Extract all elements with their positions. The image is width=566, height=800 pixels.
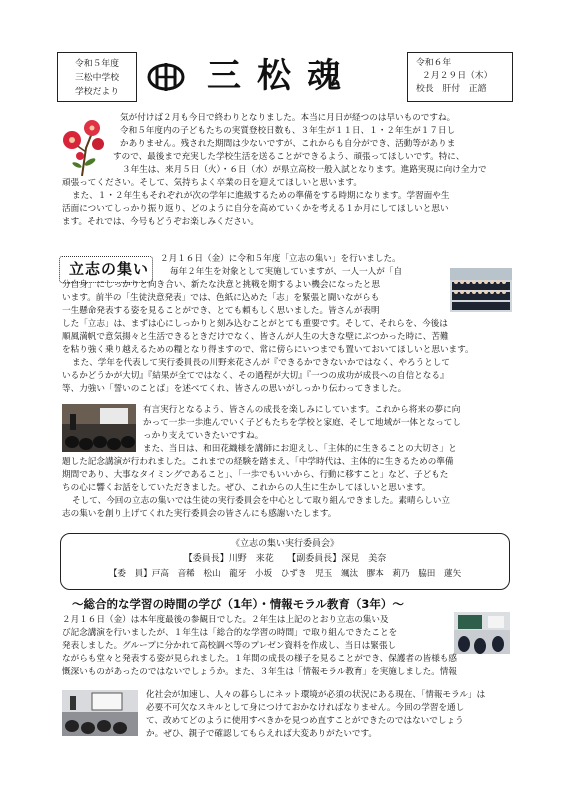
study-line: て、改めてどのように使用すべきかを見つめ直すことができたのではないでしょう <box>146 716 464 726</box>
information-lesson-photo <box>62 690 138 736</box>
intro-line: すので、最後まで充実した学校生活を送ることができるよう、頑張ってほしいです。特に、 <box>113 152 465 162</box>
rishi-line: 一生懸命発表する姿を見ることができ、とても頼もしく思いました。皆さんが表明 <box>62 306 380 316</box>
committee-members: 【委 員】戸高 音稀 松山 龍牙 小坂 ひずき 児玉 颯汰 膠本 莉乃 脇田 蓮矢 <box>108 569 462 579</box>
intro-line: 頑張ってください。そして、気持ちよく卒業の日を迎えてほしいと思います。 <box>62 178 362 188</box>
rishi-line: を粘り強く乗り越えるための糧となり得ますので、常に傍らにいつまでも置いておいてほしいと思います。 <box>62 345 474 355</box>
committee-title: 《立志の集い実行委員会》 <box>230 539 339 549</box>
rishi-line: そして、今回の立志の集いでは生徒の実行委員会を中心として取り組んできました。素晴らしい立 <box>72 496 450 506</box>
study-line: び記念講演を行いましたが、１年生は「総合的な学習の時間」で取り組んできたことを <box>62 628 398 638</box>
intro-line: ３年生は、来月５日（火）・６日（水）が県立高校一般入試となります。進路実現に向け全力で <box>122 165 487 175</box>
rishi-line: また、当日は、和田花織様を講師にお迎えし、「主体的に生きることの大切さ」と <box>143 444 457 454</box>
rishi-line: また、学年を代表して実行委員長の川野来花さんが『できるかできないかではなく、やろうとして <box>72 358 450 368</box>
header-left-line: 三松中学校 <box>75 73 119 83</box>
rishi-line: っかり支えていきたいですね。 <box>143 431 264 441</box>
intro-line: 令和５年度内の子どもたちの実質登校日数も、３年生が１１日、１・２年生が１７日し <box>120 126 456 136</box>
rishi-line: いるかどうかが大切』『結果が全てではなく、その過程が大切』『一つの成功が成長への自信となる』 <box>62 371 449 381</box>
intro-line: 気が付けば２月も今日で終わりとなりました。本当に月日が経つのは早いものですね。 <box>120 113 456 123</box>
rishi-line: ちの心に響くお話をしていただきました。ぜひ、これからの人生に生かしてほしいと思います。 <box>62 483 431 493</box>
header-left-line: 令和５年度 <box>75 59 119 69</box>
newsletter-header <box>57 52 512 102</box>
intro-line: ます。それでは、今号もどうぞお楽しみください。 <box>62 217 259 227</box>
rishi-line: 有言実行となるよう、皆さんの成長を楽しみにしています。これから将来の夢に向 <box>143 405 461 415</box>
school-info-box <box>57 52 137 102</box>
rishi-line: 等、力強い「誓いのことば」を述べてくれ、皆さんの思いがしっかり伝わってきました。 <box>62 384 407 394</box>
rishi-line: います。前半の「生徒決意発表」では、色紙に込めた「志」を緊張と闘いながらも <box>62 293 380 303</box>
rishi-line: した「立志」は、まずは心にしっかりと刻み込むことがとても重要です。そして、それらを、今後は <box>62 319 448 329</box>
header-left-line: 学校だより <box>75 87 119 97</box>
committee-box <box>60 533 510 590</box>
study-section-heading: ～総合的な学習の時間の学び（1年）・情報モラル教育（3年）～ <box>72 597 404 611</box>
study-line: 発表しました。グループに分かれて高校調べ等のプレゼン資料を作成し、当日は緊張し <box>62 641 397 651</box>
rishi-line: 毎年２年生を対象として実施していますが、一人一人が「自 <box>170 267 403 277</box>
study-line: ２月１６日（金）は本年度最後の参観日でした。２年生は上記のとおり立志の集い及 <box>62 615 389 625</box>
rishi-line: 題した記念講演が行われました。これまでの経験を踏まえ、「中学時代は、主体的に生きるための準備 <box>62 457 454 467</box>
header-right-line: 校長 肝付 正諮 <box>416 84 487 94</box>
rishi-line: ２月１６日（金）に令和５年度「立志の集い」を行いました。 <box>160 254 401 264</box>
study-line: ながらも堂々と発表する姿が見られました。１年間の成長の様子を見ることができ、保護者の皆様も感 <box>62 654 457 664</box>
header-right-line: 令和６年 <box>416 58 452 68</box>
rishi-line: 志の集いを創り上げてくれた実行委員会の皆さんにも感謝いたします。 <box>62 509 337 519</box>
rishi-line: 順風満帆で意気揚々と生活できるときだけでなく、皆さんが人生の大きな壁にぶつかった時に、苦難 <box>62 332 449 342</box>
intro-line: また、１・２年生もそれぞれが次の学年に進級するための準備をする時期になります。学習面や生 <box>72 191 450 201</box>
study-line: 必要不可欠なスキルとして身につけておかなければなりません。今回の学習を通し <box>146 703 465 713</box>
plum-blossom-illustration <box>60 118 110 176</box>
lecture-photo <box>62 404 136 452</box>
date-info-box <box>407 52 513 102</box>
study-line: か。ぜひ、親子で確認してもらえれば大変ありがたいです。 <box>146 729 378 739</box>
study-line: 化社会が加速し、人々の暮らしにネット環境が必須の状況にある現在、「情報モラル」は <box>146 690 486 700</box>
rishi-line: かって一歩一歩進んでいく子どもたちを学校と家庭、そして地域が一体となってし <box>143 418 461 428</box>
newsletter-title: 三松魂 <box>207 56 357 96</box>
school-emblem-icon <box>147 60 185 94</box>
rishi-line: 期間であり、大事なタイミングであること」、「一歩でもいいから、行動に移すこと」など、子どもた <box>62 470 449 480</box>
committee-leaders: 【委員長】川野 来花 【副委員長】深見 美奈 <box>183 554 387 564</box>
intro-line: 活面についてしっかり振り返り、どのように自分を高めていくかを考える１か月にしてほしいと思い <box>62 204 449 214</box>
rishi-line: 分自身」にしっかりと向き合い、新たな決意と挑戦を期するよい機会になったと思 <box>62 280 380 290</box>
intro-line: かありません。残された期間は少ないですが、これからも自分ができ、活動等がありま <box>120 139 456 149</box>
heading-label: 立志の集い <box>69 260 150 278</box>
study-line: 慨深いものがあったのではないでしょうか。また、３年生は「情報モラル教育」を実施しました。情報 <box>62 667 457 677</box>
header-right-line: ２月２９日（木） <box>422 71 493 81</box>
